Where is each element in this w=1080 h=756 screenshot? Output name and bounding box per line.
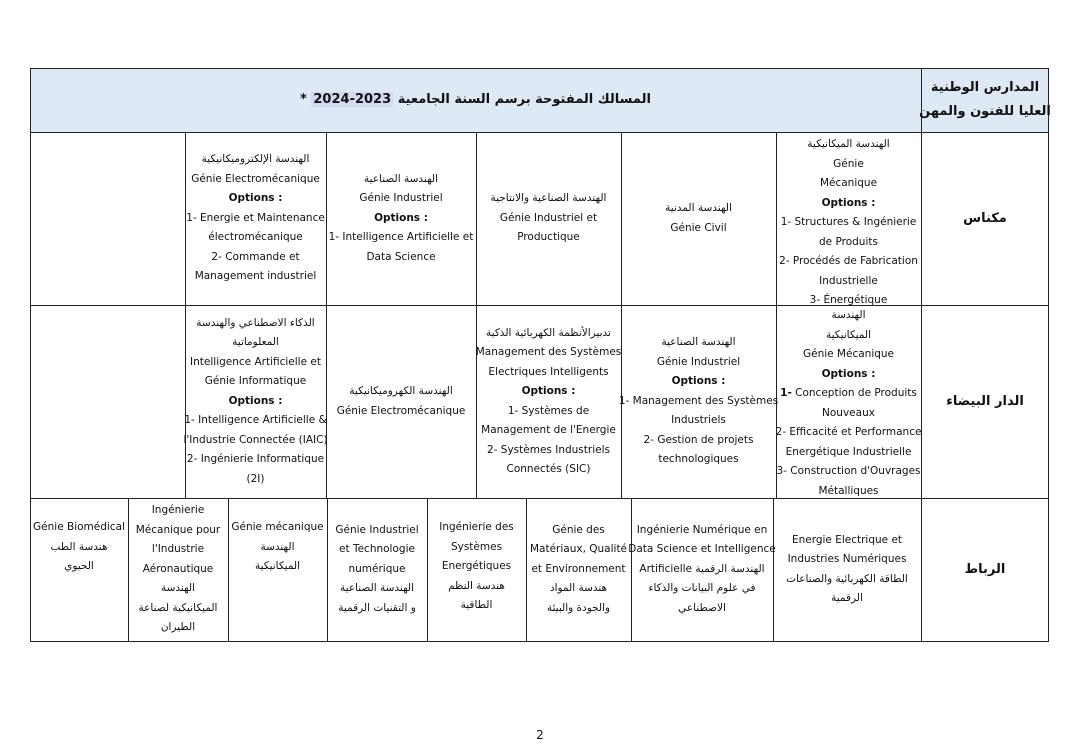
program-cell	[128, 498, 228, 641]
program-line: Management industriel	[194, 270, 317, 283]
option-number: 1-	[780, 387, 792, 399]
program-line: والجودة والبيئة	[546, 601, 611, 614]
program-line: Energétiques	[441, 560, 512, 572]
program-line: Génie Industriel	[359, 192, 443, 205]
table-border-bottom	[30, 641, 1049, 642]
program-line: Productique	[517, 231, 580, 244]
program-line: الذكاء الاصطناعي والهندسة	[196, 316, 315, 329]
program-line: 3- Énergétique	[809, 294, 888, 306]
program-line: Mécanique pour	[135, 523, 221, 536]
options-label: Options :	[821, 196, 876, 209]
program-line: 1- Structures & Ingénierie	[780, 216, 917, 228]
options-label: Options :	[671, 375, 726, 388]
title-star: *	[300, 92, 307, 108]
program-line: 2- Ingénierie Informatique	[186, 453, 325, 466]
program-line: Génie	[833, 157, 864, 170]
schools-label-line: المدارس الوطنية	[930, 80, 1040, 95]
program-cell	[185, 132, 326, 305]
program-line	[780, 384, 917, 404]
program-line: الهندسة الإلكتروميكانيكية	[201, 153, 310, 166]
program-line: Génie Electromécanique	[336, 404, 466, 417]
program-line: Génie Electromécanique	[191, 172, 320, 185]
program-cell	[628, 498, 776, 641]
school-name-meknes	[921, 132, 1049, 305]
program-line: المعلوماتية	[232, 336, 279, 349]
program-line: الميكانيكية	[254, 560, 301, 572]
program-line: Génie Civil	[670, 221, 727, 234]
school-name: الرباط	[964, 561, 1006, 577]
program-line: Industriels	[671, 414, 726, 427]
program-line: الحيوي	[64, 560, 94, 572]
title-text: المسالك المفتوحة برسم السنة الجامعية	[397, 92, 651, 108]
program-cell	[228, 498, 327, 641]
school-name: الدار البيضاء	[946, 393, 1024, 409]
program-line: 2- Gestion de projets	[643, 433, 754, 446]
program-line: 2- Commande et	[211, 250, 300, 263]
program-line: الرقمية	[831, 592, 863, 604]
program-line: الطاقية	[460, 599, 493, 611]
program-line: الهندسة	[260, 540, 295, 553]
program-line: (2I)	[246, 472, 265, 485]
table-title	[30, 68, 921, 132]
program-line: Génie Industriel et	[499, 211, 598, 224]
program-line: الطيران	[160, 621, 196, 634]
program-line: 1- Management des Systèmes	[618, 394, 779, 407]
program-line: Intelligence Artificielle et	[190, 355, 321, 368]
program-line: et Technologie	[339, 543, 415, 556]
program-line: Métalliques	[818, 484, 879, 497]
program-line: Electriques Intelligents	[488, 365, 609, 378]
school-name: مكناس	[963, 210, 1007, 226]
program-line: الهندسة المدنية	[665, 202, 732, 214]
program-line: électromécanique	[208, 231, 303, 244]
program-line: 1- Intelligence Artificielle et	[328, 231, 474, 244]
program-line: technologiques	[658, 453, 739, 466]
program-cell	[476, 305, 621, 498]
program-line: Génie Industriel	[656, 355, 741, 368]
program-line: 2- Efficacité et Performance	[775, 426, 922, 438]
program-cell	[618, 305, 779, 498]
programs-table	[30, 68, 1049, 642]
school-name-casablanca	[921, 305, 1049, 498]
program-line: الميكانيكية	[825, 328, 872, 341]
program-line: 1- Intelligence Artificielle &	[184, 414, 327, 427]
program-cell	[526, 498, 631, 641]
program-cell	[776, 305, 921, 498]
program-line: هندسة الطب	[50, 540, 108, 553]
program-line: 1- Systèmes de	[507, 404, 590, 417]
program-line: 2- Systèmes Industriels	[487, 443, 610, 456]
program-line: هندسة المواد	[549, 582, 608, 595]
options-label: Options :	[374, 211, 428, 224]
program-cell	[30, 498, 128, 641]
program-line: في علوم البيانات والذكاء	[648, 582, 756, 595]
program-line: الطاقة الكهربائية والصناعات	[786, 572, 908, 585]
program-cell	[773, 498, 921, 641]
program-cell	[327, 498, 427, 641]
program-line: الهندسة	[831, 309, 866, 321]
program-line: Génie Mécanique	[802, 348, 895, 360]
program-line: Ingénierie des	[439, 521, 514, 533]
program-line: و التقنيات الرقمية	[338, 601, 416, 614]
schools-column-header	[921, 68, 1049, 132]
program-cell	[185, 305, 326, 498]
program-line: الهندسة الصناعية	[339, 582, 415, 595]
program-line: Ingénierie	[151, 504, 205, 517]
program-line: Data Science	[366, 250, 436, 263]
program-line: Management des Systèmes	[475, 346, 622, 358]
program-line: الهندسة الميكانيكية	[807, 138, 890, 150]
program-line: Génie Informatique	[204, 375, 307, 388]
program-line: 1- Energie et Maintenance	[186, 211, 325, 224]
program-line: Génie des	[552, 523, 605, 536]
school-name-rabat	[921, 498, 1049, 641]
program-line: الاصطناعي	[678, 601, 726, 614]
options-label: Options :	[821, 367, 876, 380]
program-line: Mécanique	[819, 177, 878, 189]
program-line: Ingénierie Numérique en	[636, 523, 768, 536]
page-number: 2	[536, 728, 544, 742]
program-line: Aéronautique	[142, 562, 214, 575]
program-line: numérique	[348, 562, 406, 575]
program-line: Data Science et Intelligence	[628, 543, 776, 556]
program-line: تدبيرالأنظمة الكهربائية الذكية	[486, 326, 611, 339]
program-line: l'Industrie Connectée (IAIC)	[183, 433, 328, 446]
program-line: الهندسة الكهروميكانيكية	[349, 385, 453, 397]
program-line: Systèmes	[450, 540, 503, 553]
program-cell	[427, 498, 526, 641]
program-line: Management de l'Energie	[481, 424, 616, 436]
program-line: الهندسة	[160, 582, 196, 595]
schools-label-line: العليا للفنون والمهن	[919, 104, 1051, 119]
program-line: Génie Industriel	[335, 523, 419, 536]
program-line: Matériaux, Qualité	[529, 543, 628, 556]
program-cell	[476, 132, 621, 305]
program-cell	[326, 305, 476, 498]
program-line: الهندسة الصناعية	[661, 336, 736, 349]
program-line: Industries Numériques	[787, 553, 907, 565]
program-line: Connectés (SIC)	[506, 463, 591, 475]
options-label: Options :	[228, 192, 283, 205]
program-line: de Produits	[819, 235, 878, 248]
program-line: الهندسة الصناعية والانتاجية	[490, 192, 607, 205]
program-line: الميكانيكية لصناعة	[138, 601, 218, 614]
program-line: 3- Construction d'Ouvrages	[776, 465, 921, 477]
program-line: Energie Electrique et	[791, 533, 903, 546]
program-line: Energétique Industrielle	[785, 445, 912, 458]
program-line: Génie mécanique	[231, 521, 324, 533]
program-line: Nouveaux	[822, 406, 875, 419]
option-text: Conception de Produits	[791, 387, 917, 399]
program-line: Artificielle الهندسة الرقمية	[639, 562, 765, 575]
program-cell	[621, 132, 776, 305]
program-line: الهندسة الصناعية	[363, 172, 439, 185]
program-line: هندسة النظم	[448, 579, 505, 592]
program-line: et Environnement	[531, 562, 626, 575]
options-label: Options :	[521, 385, 576, 397]
program-cell	[326, 132, 476, 305]
title-years: 2024-2023	[313, 92, 392, 108]
program-line: Génie Biomédical	[33, 521, 125, 533]
options-label: Options :	[228, 394, 283, 407]
program-line: 2- Procédés de Fabrication	[779, 255, 918, 267]
program-cell	[776, 132, 921, 305]
program-line: Industrielle	[819, 274, 878, 287]
program-line: l'Industrie	[151, 543, 205, 556]
title-line	[300, 90, 651, 110]
